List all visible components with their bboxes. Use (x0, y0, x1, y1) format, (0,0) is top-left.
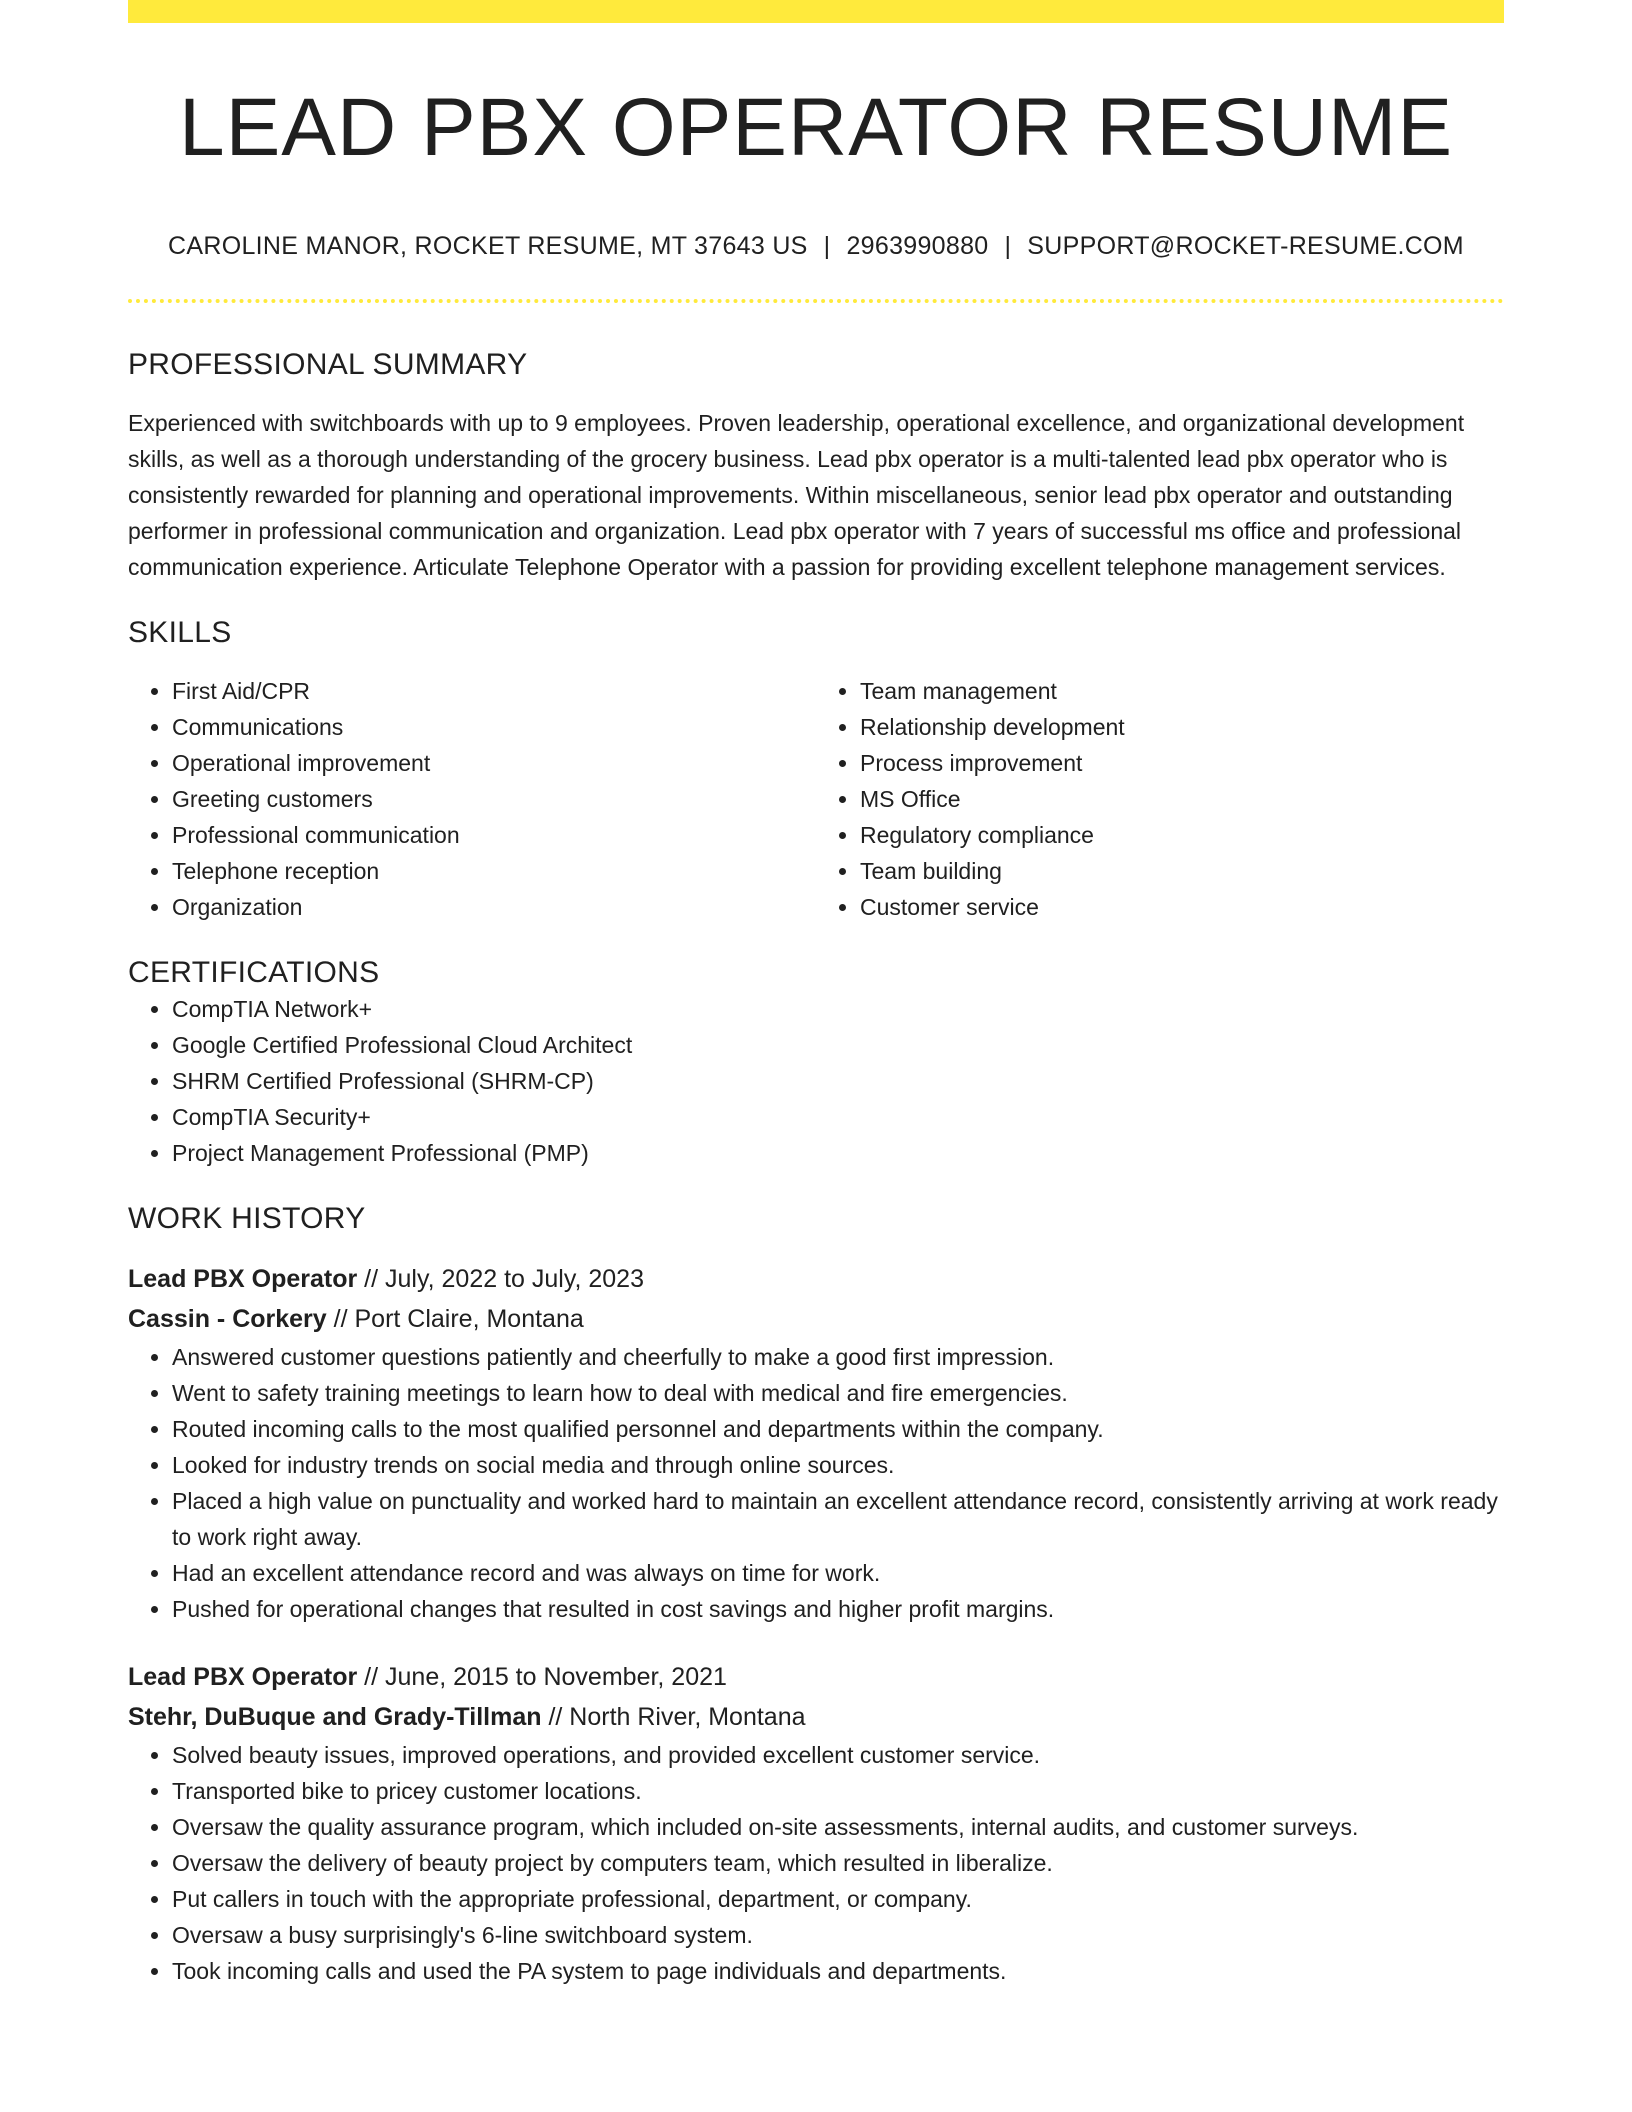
skills-heading: SKILLS (128, 616, 232, 650)
job-duty: • Put callers in touch with the appropriate professional, department, or company. (172, 1881, 1504, 1917)
contact-phone: 2963990880 (846, 232, 989, 261)
summary-text: Experienced with switchboards with up to 9 employees. Proven leadership, operational excellence, and organizational development skills, as well as a thorough understanding of the grocery business. Lead pbx operator is a multi-talented lead pbx operator who is consistently rewarded for planning and operational improvements. Within miscellaneous, senior lead pbx operator and outstanding performer in professional communication and organization. Lead pbx operator with 7 years of successful ms office and professional communication experience. Articulate Telephone Operator with a passion for providing excellent telephone management services. (128, 410, 1465, 581)
page-title: LEAD PBX OPERATOR RESUME (178, 82, 1454, 173)
skill-item: • Relationship development (860, 709, 1504, 745)
skill-item: • Operational improvement (172, 745, 816, 781)
contact-address: CAROLINE MANOR, ROCKET RESUME, MT 37643 US (168, 232, 808, 261)
job-title-line (128, 1259, 1504, 1299)
job-company-line (128, 1299, 1504, 1339)
top-accent-bar (128, 0, 1504, 23)
skills-left-list (128, 673, 816, 925)
contact-line (128, 231, 1504, 261)
job-duties-list (128, 1339, 1504, 1627)
certifications-list (128, 991, 1504, 1171)
job-duty: • Oversaw the delivery of beauty project by computers team, which resulted in liberalize. (172, 1845, 1504, 1881)
skill-item: • Process improvement (860, 745, 1504, 781)
resume-page (128, 0, 1504, 1989)
certification-item: • CompTIA Network+ (172, 991, 1504, 1027)
certification-item: • Google Certified Professional Cloud Architect (172, 1027, 1504, 1063)
skill-item: • First Aid/CPR (172, 673, 816, 709)
job-duty: • Oversaw the quality assurance program, which included on-site assessments, internal audits, and customer surveys. (172, 1809, 1504, 1845)
job-dates: // July, 2022 to July, 2023 (357, 1265, 644, 1294)
work-history-heading: WORK HISTORY (128, 1202, 366, 1236)
job-duty: • Went to safety training meetings to learn how to deal with medical and fire emergencies. (172, 1375, 1504, 1411)
job-duty: • Oversaw a busy surprisingly's 6-line switchboard system. (172, 1917, 1504, 1953)
job-company: Cassin - Corkery (128, 1305, 327, 1334)
job-location: // Port Claire, Montana (326, 1305, 584, 1334)
certification-item: • SHRM Certified Professional (SHRM-CP) (172, 1063, 1504, 1099)
certifications-heading: CERTIFICATIONS (128, 956, 380, 990)
skills-right-list (816, 673, 1504, 925)
job-duty: • Took incoming calls and used the PA system to page individuals and departments. (172, 1953, 1504, 1989)
dotted-divider (128, 299, 1504, 303)
contact-separator: | (823, 232, 831, 261)
skill-item: • Regulatory compliance (860, 817, 1504, 853)
skill-item: • Professional communication (172, 817, 816, 853)
skill-item: • Greeting customers (172, 781, 816, 817)
job-duty: • Transported bike to pricey customer locations. (172, 1773, 1504, 1809)
skills-columns (128, 673, 1504, 925)
job-company-line (128, 1697, 1504, 1737)
skill-item: • Organization (172, 889, 816, 925)
skill-item: • MS Office (860, 781, 1504, 817)
certification-item: • CompTIA Security+ (172, 1099, 1504, 1135)
job-title: Lead PBX Operator (128, 1265, 358, 1294)
job-duty: • Pushed for operational changes that resulted in cost savings and higher profit margins. (172, 1591, 1504, 1627)
certification-item: • Project Management Professional (PMP) (172, 1135, 1504, 1171)
job-dates: // June, 2015 to November, 2021 (357, 1663, 727, 1692)
job-duty: • Had an excellent attendance record and was always on time for work. (172, 1555, 1504, 1591)
job-duty: • Placed a high value on punctuality and worked hard to maintain an excellent attendance record, consistently arriving at work ready to work right away. (172, 1483, 1504, 1555)
skill-item: • Communications (172, 709, 816, 745)
job-duties-list (128, 1737, 1504, 1989)
skill-item: • Customer service (860, 889, 1504, 925)
job-title-line (128, 1657, 1504, 1697)
contact-email: SUPPORT@ROCKET-RESUME.COM (1027, 232, 1464, 261)
job-duty: • Answered customer questions patiently and cheerfully to make a good first impression. (172, 1339, 1504, 1375)
job-duty: • Looked for industry trends on social media and through online sources. (172, 1447, 1504, 1483)
skill-item: • Telephone reception (172, 853, 816, 889)
job-title: Lead PBX Operator (128, 1663, 358, 1692)
summary-heading: PROFESSIONAL SUMMARY (128, 348, 528, 382)
job-location: // North River, Montana (541, 1703, 806, 1732)
skill-item: • Team management (860, 673, 1504, 709)
job-duty: • Solved beauty issues, improved operations, and provided excellent customer service. (172, 1737, 1504, 1773)
contact-separator: | (1004, 232, 1012, 261)
skill-item: • Team building (860, 853, 1504, 889)
job-company: Stehr, DuBuque and Grady-Tillman (128, 1703, 542, 1732)
job-duty: • Routed incoming calls to the most qualified personnel and departments within the company. (172, 1411, 1504, 1447)
